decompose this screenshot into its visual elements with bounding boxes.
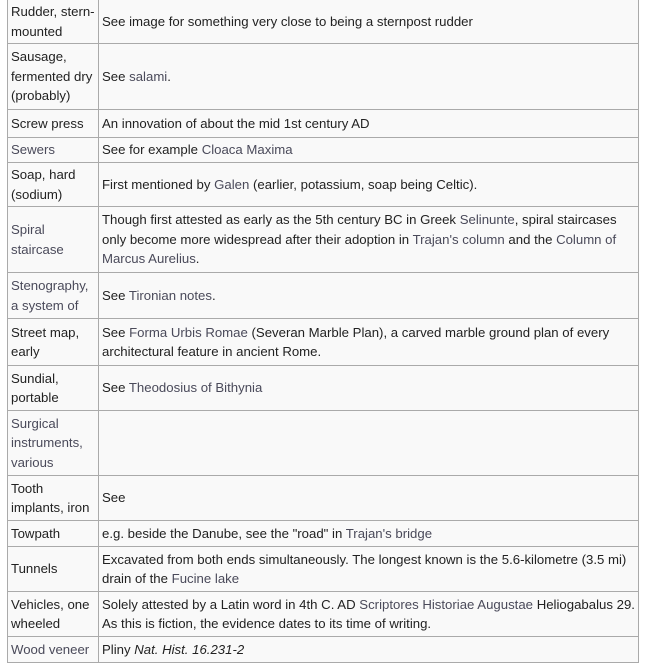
description-text: See: [101, 68, 130, 84]
table-body: [8, 0, 639, 663]
description-text: See: [101, 380, 129, 396]
wiki-link[interactable]: Trajan's column: [412, 231, 505, 247]
description-text: See image for something very close to being a sternpost rudder: [101, 13, 473, 29]
table-row: [8, 138, 639, 163]
description-text: , spiral staircases only become more widespread after their adoption in: [101, 212, 617, 247]
invention-name-cell: [8, 547, 99, 592]
table-row: [8, 592, 639, 637]
invention-description-cell: [98, 138, 638, 163]
description-text: Excavated from both ends simultaneously. The longest known is the 5.6-kilometre (3.5 mi) drain of the: [101, 551, 627, 586]
description-text: (Severan Marble Plan), a carved marble ground plan of every architectural feature in ancient Rome.: [101, 324, 610, 359]
table-row: [8, 521, 639, 547]
description-text: Though first attested as early as the 5th century BC in Greek: [101, 212, 460, 228]
invention-name: Screw press: [11, 115, 84, 131]
invention-description-cell: [98, 547, 638, 592]
invention-description-cell: [98, 273, 638, 319]
invention-name-cell: [8, 207, 99, 273]
wiki-link[interactable]: Cloaca Maxima: [201, 142, 293, 158]
table-row: [8, 273, 639, 319]
description-text: e.g. beside the Danube, see the "road" in: [101, 525, 346, 541]
description-text: Solely attested by a Latin word in 4th C. AD: [101, 596, 360, 612]
invention-name-cell: [8, 521, 99, 547]
wiki-link[interactable]: Selinunte: [459, 212, 515, 228]
invention-description-cell: [98, 476, 638, 521]
invention-name-cell: [8, 476, 99, 521]
invention-name-link[interactable]: Spiral staircase: [11, 222, 64, 257]
wiki-link[interactable]: salami: [129, 68, 168, 84]
inventions-table-container: [7, 0, 639, 663]
invention-description-cell: [98, 319, 638, 366]
table-row: [8, 163, 639, 207]
description-text: See: [101, 287, 129, 303]
description-text: First mentioned by: [101, 176, 215, 192]
table-row: [8, 0, 639, 44]
invention-name-cell: [8, 273, 99, 319]
table-row: [8, 637, 639, 663]
description-text: Pliny: [101, 641, 135, 657]
table-row: [8, 44, 639, 110]
invention-name: Sausage, fermented dry (probably): [11, 49, 93, 104]
table-row: [8, 411, 639, 476]
invention-name-link[interactable]: Stenography, a system of: [11, 278, 89, 313]
wiki-link[interactable]: Theodosius of Bithynia: [128, 380, 263, 396]
description-text: See for example: [101, 142, 202, 158]
invention-name: Tunnels: [11, 561, 58, 577]
invention-name-cell: [8, 110, 99, 138]
invention-description-cell: [98, 411, 638, 476]
wiki-link[interactable]: Galen: [214, 176, 250, 192]
description-text: See: [101, 324, 130, 340]
description-text: .: [195, 251, 200, 267]
invention-name: Tooth implants, iron: [11, 480, 90, 515]
inventions-table: [7, 0, 639, 663]
wiki-link[interactable]: Scriptores Historiae Augustae: [359, 596, 534, 612]
description-text: and the: [504, 231, 557, 247]
wiki-link[interactable]: Forma Urbis Romae: [129, 324, 248, 340]
invention-name: Rudder, stern-mounted: [11, 4, 95, 39]
invention-name: Sundial, portable: [11, 370, 59, 405]
invention-name-cell: [8, 138, 99, 163]
invention-description-cell: [98, 592, 638, 637]
invention-description-cell: [98, 110, 638, 138]
wiki-link[interactable]: Trajan's bridge: [345, 525, 433, 541]
invention-name-cell: [8, 0, 99, 44]
invention-name-link[interactable]: Wood veneer: [11, 641, 90, 657]
wiki-link[interactable]: Fucine lake: [171, 571, 240, 586]
invention-name: Vehicles, one wheeled: [11, 596, 90, 631]
table-row: [8, 110, 639, 138]
invention-description-cell: [98, 207, 638, 273]
invention-name-cell: [8, 163, 99, 207]
invention-description-cell: [98, 163, 638, 207]
invention-name-cell: [8, 319, 99, 366]
table-row: [8, 366, 639, 411]
description-text: .: [211, 287, 216, 303]
invention-name: Towpath: [11, 525, 61, 541]
description-text: See: [101, 490, 126, 506]
invention-name-link[interactable]: Surgical instruments, various: [11, 415, 83, 470]
invention-name-cell: [8, 592, 99, 637]
table-row: [8, 547, 639, 592]
invention-name-cell: [8, 637, 99, 663]
table-row: [8, 319, 639, 366]
invention-name-cell: [8, 44, 99, 110]
description-text: .: [167, 68, 171, 84]
description-text: An innovation of about the mid 1st century AD: [101, 115, 370, 131]
invention-name-cell: [8, 366, 99, 411]
invention-description-cell: [98, 366, 638, 411]
table-row: [8, 207, 639, 273]
invention-name: Soap, hard (sodium): [11, 167, 76, 202]
invention-name-cell: [8, 411, 99, 476]
wiki-link[interactable]: Column of Marcus Aurelius: [101, 231, 617, 267]
description-text: (earlier, potassium, soap being Celtic).: [249, 176, 478, 192]
citation-text: Nat. Hist. 16.231-2: [134, 641, 245, 657]
invention-description-cell: [98, 521, 638, 547]
description-text: Heliogabalus 29. As this is fiction, the evidence dates to its time of writing.: [101, 596, 635, 631]
invention-description-cell: [98, 0, 638, 44]
invention-description-cell: [98, 637, 638, 663]
invention-name: Street map, early: [11, 324, 80, 359]
invention-description-cell: [98, 44, 638, 110]
table-row: [8, 476, 639, 521]
invention-name-link[interactable]: Sewers: [11, 142, 55, 158]
wiki-link[interactable]: Tironian notes: [128, 287, 212, 303]
